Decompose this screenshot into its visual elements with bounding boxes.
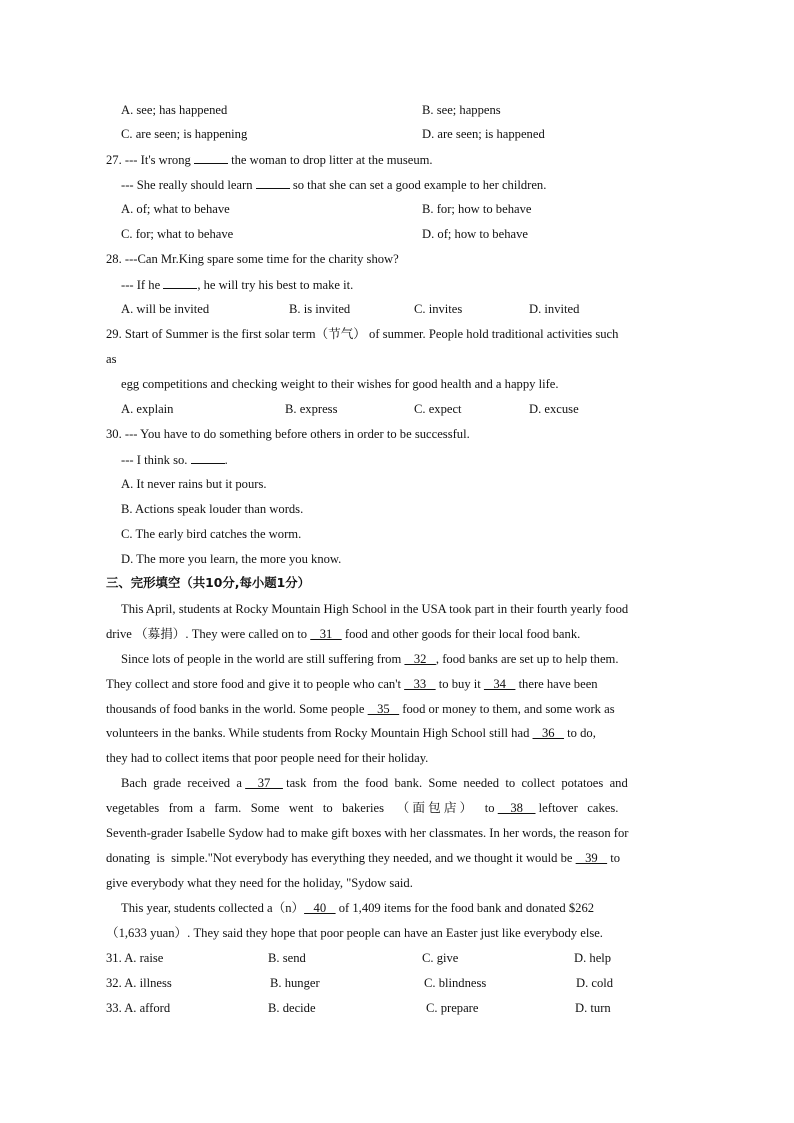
q33-option-b: B. decide [268,1001,316,1015]
q27-line2-post: so that she can set a good example to her children. [292,178,547,192]
passage-text: Bach grade received a [121,776,242,790]
q30-option-d: D. The more you learn, the more you know. [121,552,342,566]
q28-option-d: D. invited [529,302,580,316]
passage-text: leftover cakes. [538,801,619,815]
passage-text: to buy it [438,677,481,691]
q29-stem: 29. Start of Summer is the first solar term（节气） of summer. People hold traditional activities such [106,327,619,341]
passage-line-14: （1,633 yuan）. They said they hope that poor people can have an Easter just like everybody else. [106,926,603,940]
blank-31: 31 [310,627,342,641]
q33-option-c: C. prepare [426,1001,479,1015]
q26-option-a: A. see; has happened [121,103,228,117]
q27-stem-pre: 27. --- It's wrong [106,153,191,167]
passage-text: food or money to them, and some work as [402,702,615,716]
passage-text: They collect and store food and give it to people who can't [106,677,401,691]
passage-text: task from the food bank. Some needed to collect potatoes and [286,776,628,790]
q30-line2 [121,451,228,468]
passage-line-8 [121,775,628,791]
passage-text: , food banks are set up to help them. [435,652,619,666]
q27-stem [106,151,433,168]
q31-option-c: C. give [422,951,459,965]
q27-line2-pre: --- She really should learn [121,178,253,192]
blank-37: 37 [245,776,283,790]
passage-line-4 [106,676,598,692]
passage-text: to do, [567,726,596,740]
blank-40: 40 [304,901,336,915]
passage-text: there have been [518,677,598,691]
passage-line-5 [106,701,615,717]
blank-34: 34 [483,677,516,691]
passage-line-2 [106,626,580,642]
q28-line2-post: , he will try his best to make it. [197,278,354,292]
blank-36: 36 [532,726,565,740]
q27-option-a: A. of; what to behave [121,202,230,216]
q28-option-c: C. invites [414,302,463,316]
q26-option-b: B. see; happens [422,103,501,117]
q28-line2 [121,276,353,293]
q27-blank-2 [256,176,290,189]
passage-line-6 [106,725,596,741]
q32-option-a: 32. A. illness [106,976,172,990]
q29-option-c: C. expect [414,402,462,416]
passage-text: thousands of food banks in the world. Some people [106,702,365,716]
q27-stem-post: the woman to drop litter at the museum. [231,153,433,167]
passage-line-10: Seventh-grader Isabelle Sydow had to make gift boxes with her classmates. In her words, the reason for [106,826,629,840]
passage-text: to [610,851,621,865]
q32-option-d: D. cold [576,976,614,990]
passage-line-1: This April, students at Rocky Mountain High School in the USA took part in their fourth yearly food [121,602,629,616]
blank-39: 39 [575,851,608,865]
q30-blank [191,451,225,464]
blank-35: 35 [367,702,400,716]
q30-option-b: B. Actions speak louder than words. [121,502,304,516]
q31-option-a: 31. A. raise [106,951,164,965]
q29-option-b: B. express [285,402,338,416]
passage-text: food and other goods for their local food bank. [344,627,581,641]
blank-32: 32 [404,652,436,666]
q27-option-c: C. for; what to behave [121,227,234,241]
passage-line-13 [121,900,594,916]
q27-line2 [121,176,546,193]
passage-text: volunteers in the banks. While students from Rocky Mountain High School still had [106,726,530,740]
q30-stem: 30. --- You have to do something before others in order to be successful. [106,427,470,441]
q29-option-d: D. excuse [529,402,579,416]
q30-line2-post: . [224,453,228,467]
passage-text: of 1,409 items for the food bank and donated $262 [338,901,595,915]
q29-stem-wrap: as [106,352,117,366]
q28-option-a: A. will be invited [121,302,210,316]
q27-option-b: B. for; how to behave [422,202,532,216]
passage-text: drive （募捐）. They were called on to [106,627,308,641]
q33-option-d: D. turn [575,1001,611,1015]
q33-option-a: 33. A. afford [106,1001,171,1015]
q26-option-c: C. are seen; is happening [121,127,248,141]
section-title-cloze: 三、完形填空（共10分,每小题1分） [106,575,311,590]
q29-option-a: A. explain [121,402,174,416]
q28-stem: 28. ---Can Mr.King spare some time for the charity show? [106,252,399,266]
passage-line-12: give everybody what they need for the holiday, "Sydow said. [106,876,413,890]
passage-text: donating is simple."Not everybody has everything they needed, and we thought it would be [106,851,573,865]
q28-line2-pre: --- If he [121,278,161,292]
q28-blank [163,276,197,289]
q27-option-d: D. of; how to behave [422,227,528,241]
q30-line2-pre: --- I think so. [121,453,188,467]
q28-option-b: B. is invited [289,302,351,316]
q29-line2: egg competitions and checking weight to their wishes for good health and a happy life. [121,377,559,391]
q31-option-b: B. send [268,951,306,965]
passage-line-3 [121,651,619,667]
passage-text: Since lots of people in the world are still suffering from [121,652,402,666]
q32-option-b: B. hunger [270,976,320,990]
blank-33: 33 [404,677,436,691]
passage-line-11 [106,850,620,866]
passage-line-7: they had to collect items that poor people need for their holiday. [106,751,429,765]
q31-option-d: D. help [574,951,612,965]
q26-option-d: D. are seen; is happened [422,127,545,141]
passage-line-9 [106,800,618,816]
blank-38: 38 [497,801,536,815]
passage-text: vegetables from a farm. Some went to bakeries （ 面 包 店 ） to [106,801,495,815]
q30-option-c: C. The early bird catches the worm. [121,527,302,541]
q27-blank-1 [194,151,228,164]
q30-option-a: A. It never rains but it pours. [121,477,267,491]
q32-option-c: C. blindness [424,976,487,990]
passage-text: This year, students collected a（n） [121,901,305,915]
